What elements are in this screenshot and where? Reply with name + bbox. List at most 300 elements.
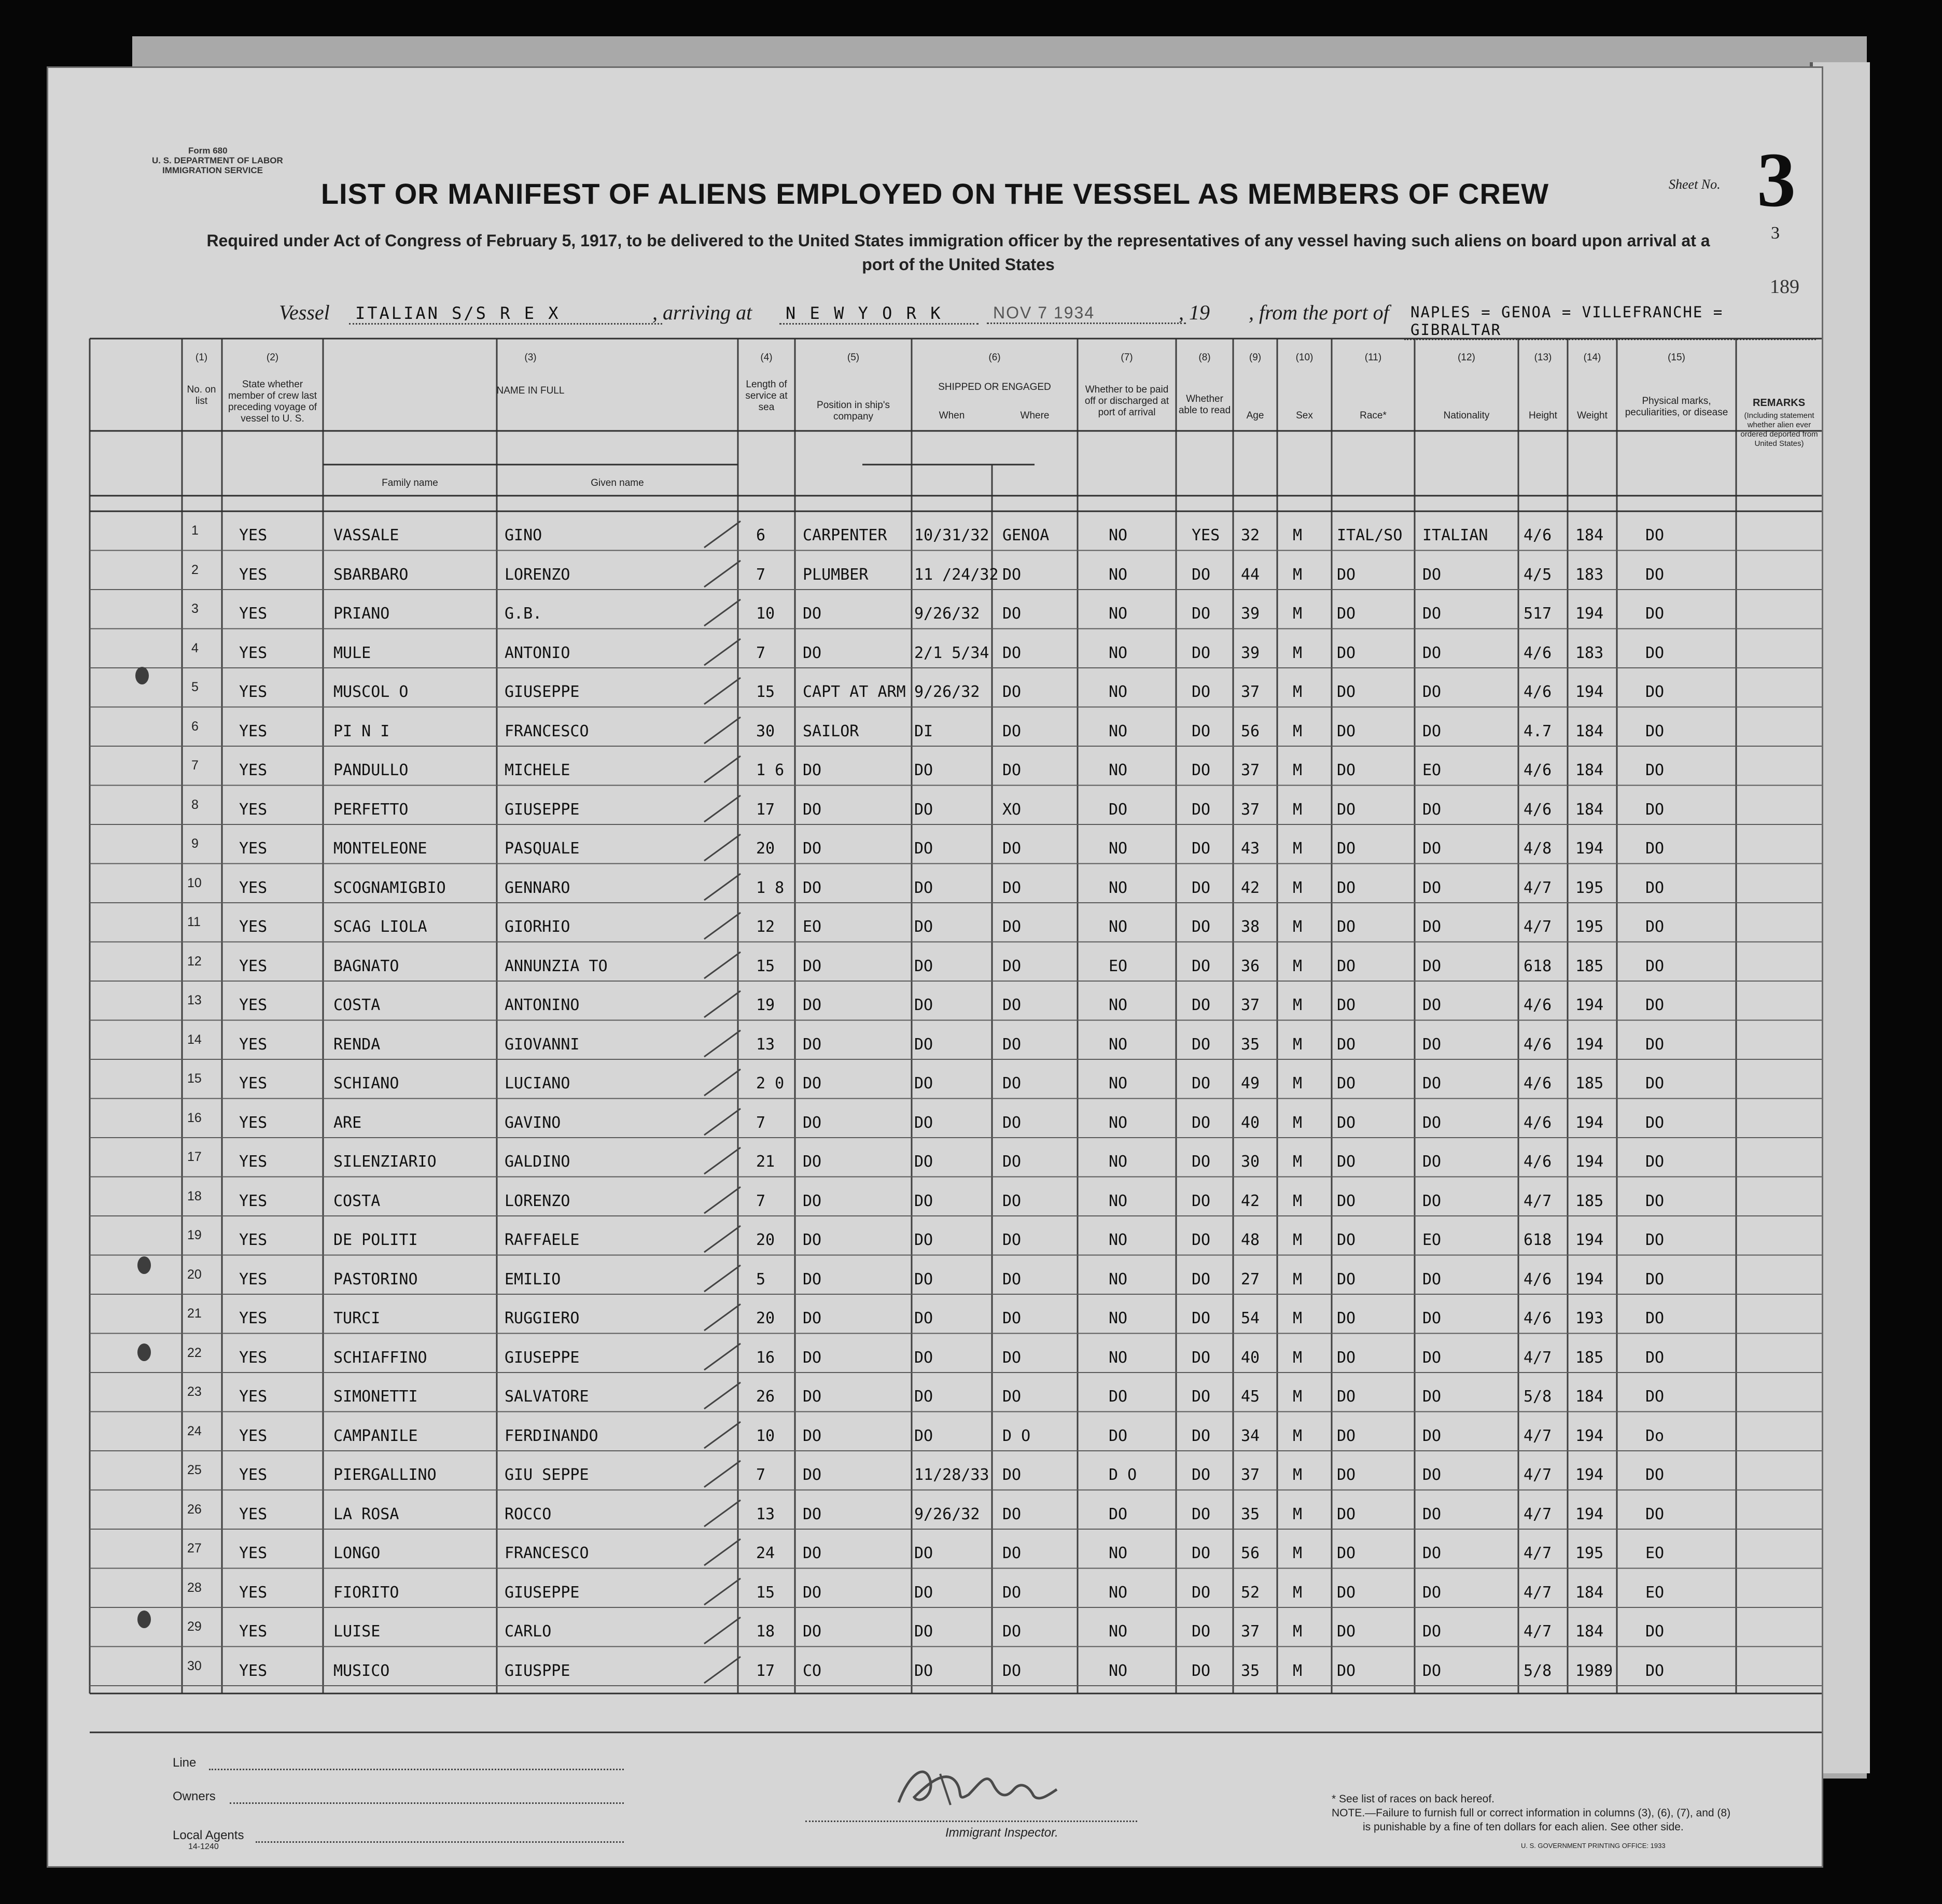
cell-sex: M — [1293, 1231, 1303, 1249]
cell-height: 4/7 — [1524, 1426, 1552, 1445]
cell-paid-off: NO — [1109, 1192, 1128, 1210]
cell-position: DO — [803, 1309, 822, 1327]
cell-position: DO — [803, 878, 822, 897]
cell-where: DO — [1002, 761, 1022, 779]
cell-when: DO — [914, 761, 933, 779]
cell-family: SILENZIARIO — [333, 1153, 437, 1171]
col4-header: Length of service at sea — [745, 379, 788, 413]
cell-read: DO — [1192, 1231, 1211, 1249]
cell-service: 15 — [756, 957, 775, 975]
cell-service: 7 — [756, 565, 766, 584]
cell-service: 26 — [756, 1388, 775, 1406]
cell-marks: DO — [1645, 996, 1665, 1014]
cell-weight: 194 — [1575, 1505, 1604, 1523]
cell-given: ANTONIO — [505, 643, 570, 662]
cell-height: 4/6 — [1524, 683, 1552, 701]
cell-voyage: YES — [239, 1583, 268, 1602]
cell-weight: 194 — [1575, 1035, 1604, 1054]
row-number: 18 — [187, 1188, 202, 1203]
cell-marks: DO — [1645, 1348, 1665, 1367]
cell-given: G.B. — [505, 605, 542, 623]
cell-marks: DO — [1645, 1270, 1665, 1289]
row-number: 22 — [187, 1345, 202, 1360]
cell-sex: M — [1293, 1388, 1303, 1406]
cell-family: RENDA — [333, 1035, 381, 1054]
cell-read: YES — [1192, 526, 1220, 544]
check-mark-icon — [699, 1537, 746, 1568]
cell-position: DO — [803, 1231, 822, 1249]
cell-voyage: YES — [239, 1309, 268, 1327]
cell-race: DO — [1337, 643, 1356, 662]
cell-weight: 184 — [1575, 761, 1604, 779]
cell-nationality: EO — [1422, 1231, 1442, 1249]
subtitle-line-1: Required under Act of Congress of February 5, 1917, to be delivered to the United States immigration officer by the representatives of any vessel having such aliens on board upon arrival at a — [206, 231, 1710, 250]
cell-paid-off: NO — [1109, 722, 1128, 740]
col13-header: Height — [1529, 410, 1557, 421]
cell-voyage: YES — [239, 1192, 268, 1210]
cell-paid-off: DO — [1109, 1505, 1128, 1523]
page-subtitle — [142, 229, 1775, 276]
cell-race: DO — [1337, 1505, 1356, 1523]
cell-sex: M — [1293, 1583, 1303, 1602]
cell-weight: 194 — [1575, 1113, 1604, 1132]
cell-when: DO — [914, 1544, 933, 1562]
cell-family: DE POLITI — [333, 1231, 418, 1249]
cell-weight: 194 — [1575, 1153, 1604, 1171]
row-number: 3 — [191, 601, 199, 616]
cell-service: 30 — [756, 722, 775, 740]
cell-weight: 1989 — [1575, 1661, 1613, 1680]
cell-paid-off: NO — [1109, 1113, 1128, 1132]
table-row — [48, 911, 1822, 950]
vessel-line — [48, 300, 1822, 337]
cell-position: DO — [803, 996, 822, 1014]
cell-nationality: DO — [1422, 800, 1442, 819]
cell-marks: DO — [1645, 800, 1665, 819]
cell-paid-off: NO — [1109, 1544, 1128, 1562]
cell-service: 10 — [756, 605, 775, 623]
cell-height: 4/7 — [1524, 1348, 1552, 1367]
cell-marks: DO — [1645, 1153, 1665, 1171]
cell-sex: M — [1293, 683, 1303, 701]
cell-sex: M — [1293, 643, 1303, 662]
cell-race: DO — [1337, 683, 1356, 701]
cell-where: DO — [1002, 957, 1022, 975]
cell-sex: M — [1293, 1074, 1303, 1093]
col8-number: (8) — [1198, 352, 1211, 363]
cell-paid-off: EO — [1109, 957, 1128, 975]
cell-paid-off: NO — [1109, 565, 1128, 584]
cell-paid-off: NO — [1109, 526, 1128, 544]
cell-sex: M — [1293, 722, 1303, 740]
cell-race: DO — [1337, 1348, 1356, 1367]
cell-race: DO — [1337, 918, 1356, 936]
cell-when: DI — [914, 722, 933, 740]
cell-age: 35 — [1241, 1035, 1260, 1054]
check-mark-icon — [699, 1380, 746, 1411]
cell-read: DO — [1192, 1388, 1211, 1406]
cell-race: DO — [1337, 800, 1356, 819]
cell-sex: M — [1293, 761, 1303, 779]
table-row — [48, 1224, 1822, 1263]
cell-sex: M — [1293, 1426, 1303, 1445]
cell-voyage: YES — [239, 1388, 268, 1406]
cell-race: DO — [1337, 1270, 1356, 1289]
col2-header: State whether member of crew last preceding voyage of vessel to U. S. — [228, 379, 317, 424]
cell-age: 49 — [1241, 1074, 1260, 1093]
cell-family: VASSALE — [333, 526, 399, 544]
cell-weight: 194 — [1575, 1426, 1604, 1445]
cell-voyage: YES — [239, 957, 268, 975]
cell-paid-off: NO — [1109, 996, 1128, 1014]
cell-family: PASTORINO — [333, 1270, 418, 1289]
cell-when: DO — [914, 918, 933, 936]
cell-position: DO — [803, 1466, 822, 1484]
service-name: IMMIGRATION SERVICE — [162, 165, 263, 175]
cell-weight: 184 — [1575, 722, 1604, 740]
cell-where: DO — [1002, 1661, 1022, 1680]
row-number: 19 — [187, 1228, 202, 1242]
row-number: 29 — [187, 1619, 202, 1634]
cell-height: 517 — [1524, 605, 1552, 623]
cell-voyage: YES — [239, 526, 268, 544]
cell-service: 18 — [756, 1622, 775, 1641]
cell-position: DO — [803, 1505, 822, 1523]
inspector-label: Immigrant Inspector. — [945, 1826, 1058, 1840]
line-field — [209, 1769, 624, 1770]
cell-marks: DO — [1645, 1231, 1665, 1249]
cell-height: 4/6 — [1524, 1035, 1552, 1054]
cell-where: DO — [1002, 918, 1022, 936]
cell-read: DO — [1192, 996, 1211, 1014]
cell-service: 20 — [756, 1231, 775, 1249]
cell-where: DO — [1002, 1035, 1022, 1054]
cell-nationality: DO — [1422, 878, 1442, 897]
row-number: 26 — [187, 1502, 202, 1517]
cell-voyage: YES — [239, 1505, 268, 1523]
cell-when: DO — [914, 1388, 933, 1406]
cell-service: 19 — [756, 996, 775, 1014]
cell-weight: 194 — [1575, 996, 1604, 1014]
cell-when: DO — [914, 1035, 933, 1054]
cell-given: FRANCESCO — [505, 1544, 589, 1562]
cell-service: 7 — [756, 1466, 766, 1484]
cell-when: DO — [914, 1270, 933, 1289]
cell-race: DO — [1337, 761, 1356, 779]
cell-marks: EO — [1645, 1544, 1665, 1562]
cell-height: 4/6 — [1524, 761, 1552, 779]
cell-when: DO — [914, 878, 933, 897]
row-number: 21 — [187, 1306, 202, 1321]
cell-marks: DO — [1645, 1622, 1665, 1641]
cell-nationality: DO — [1422, 957, 1442, 975]
cell-height: 4/6 — [1524, 1309, 1552, 1327]
cell-marks: DO — [1645, 1035, 1665, 1054]
cell-marks: DO — [1645, 643, 1665, 662]
col4-number: (4) — [760, 352, 773, 363]
cell-voyage: YES — [239, 1035, 268, 1054]
cell-race: DO — [1337, 1231, 1356, 1249]
check-mark-icon — [699, 519, 746, 550]
cell-read: DO — [1192, 643, 1211, 662]
cell-sex: M — [1293, 1661, 1303, 1680]
row-number: 1 — [191, 523, 199, 538]
cell-height: 4/7 — [1524, 918, 1552, 936]
cell-position: DO — [803, 1270, 822, 1289]
cell-marks: DO — [1645, 839, 1665, 858]
cell-height: 618 — [1524, 1231, 1552, 1249]
cell-service: 1 8 — [756, 878, 785, 897]
cell-read: DO — [1192, 1270, 1211, 1289]
cell-given: GIUSEPPE — [505, 683, 580, 701]
owners-label: Owners — [173, 1789, 216, 1803]
cell-sex: M — [1293, 1113, 1303, 1132]
cell-weight: 195 — [1575, 878, 1604, 897]
cell-read: DO — [1192, 683, 1211, 701]
cell-nationality: DO — [1422, 1622, 1442, 1641]
cell-voyage: YES — [239, 918, 268, 936]
row-number: 6 — [191, 719, 199, 734]
cell-paid-off: NO — [1109, 839, 1128, 858]
cell-service: 15 — [756, 683, 775, 701]
col6-number: (6) — [988, 352, 1001, 363]
cell-height: 4/6 — [1524, 643, 1552, 662]
cell-read: DO — [1192, 722, 1211, 740]
cell-age: 37 — [1241, 1622, 1260, 1641]
cell-race: DO — [1337, 1622, 1356, 1641]
row-number: 13 — [187, 993, 202, 1007]
check-mark-icon — [699, 1459, 746, 1490]
cell-position: DO — [803, 1388, 822, 1406]
col11-number: (11) — [1364, 352, 1382, 363]
cell-family: PIERGALLINO — [333, 1466, 437, 1484]
cell-race: DO — [1337, 1074, 1356, 1093]
cell-family: CAMPANILE — [333, 1426, 418, 1445]
cell-voyage: YES — [239, 800, 268, 819]
col12-number: (12) — [1458, 352, 1475, 363]
col3-number: (3) — [524, 352, 537, 363]
cell-weight: 194 — [1575, 1466, 1604, 1484]
table-row — [48, 1341, 1822, 1381]
cell-service: 20 — [756, 1309, 775, 1327]
cell-sex: M — [1293, 565, 1303, 584]
cell-sex: M — [1293, 800, 1303, 819]
cell-marks: DO — [1645, 526, 1665, 544]
cell-where: DO — [1002, 643, 1022, 662]
cell-service: 21 — [756, 1153, 775, 1171]
cell-service: 17 — [756, 1661, 775, 1680]
check-mark-icon — [699, 676, 746, 707]
sheet-number: 3 — [1757, 137, 1796, 223]
cell-service: 20 — [756, 839, 775, 858]
cell-sex: M — [1293, 957, 1303, 975]
cell-nationality: DO — [1422, 918, 1442, 936]
col8-header: Whether able to read — [1178, 394, 1231, 416]
cell-family: MONTELEONE — [333, 839, 427, 858]
cell-paid-off: NO — [1109, 1231, 1128, 1249]
cell-age: 37 — [1241, 1466, 1260, 1484]
cell-nationality: DO — [1422, 839, 1442, 858]
cell-marks: DO — [1645, 605, 1665, 623]
cell-sex: M — [1293, 605, 1303, 623]
cell-paid-off: NO — [1109, 1153, 1128, 1171]
cell-voyage: YES — [239, 1113, 268, 1132]
table-row — [48, 1185, 1822, 1224]
table-row — [48, 1107, 1822, 1146]
cell-read: DO — [1192, 1309, 1211, 1327]
cell-height: 618 — [1524, 957, 1552, 975]
cell-paid-off: NO — [1109, 1035, 1128, 1054]
cell-where: DO — [1002, 996, 1022, 1014]
department-name: U. S. DEPARTMENT OF LABOR — [152, 156, 283, 165]
cell-age: 43 — [1241, 839, 1260, 858]
table-row — [48, 1145, 1822, 1185]
cell-height: 4/7 — [1524, 1505, 1552, 1523]
check-mark-icon — [699, 1028, 746, 1059]
cell-age: 35 — [1241, 1505, 1260, 1523]
cell-position: DO — [803, 957, 822, 975]
cell-marks: DO — [1645, 683, 1665, 701]
table-row — [48, 1615, 1822, 1655]
cell-family: LONGO — [333, 1544, 381, 1562]
cell-age: 40 — [1241, 1348, 1260, 1367]
cell-height: 4/6 — [1524, 1153, 1552, 1171]
cell-service: 5 — [756, 1270, 766, 1289]
col6-header: SHIPPED OR ENGAGED — [938, 382, 1051, 393]
cell-height: 4/5 — [1524, 565, 1552, 584]
cell-nationality: DO — [1422, 683, 1442, 701]
cell-where: DO — [1002, 1113, 1022, 1132]
cell-when: DO — [914, 1074, 933, 1093]
cell-age: 42 — [1241, 1192, 1260, 1210]
check-mark-icon — [699, 1263, 746, 1294]
cell-age: 30 — [1241, 1153, 1260, 1171]
cell-where: DO — [1002, 1074, 1022, 1093]
cell-race: DO — [1337, 1544, 1356, 1562]
cell-voyage: YES — [239, 1074, 268, 1093]
cell-height: 4/6 — [1524, 996, 1552, 1014]
cell-family: PRIANO — [333, 605, 390, 623]
subtitle-line-2: port of the United States — [862, 255, 1055, 274]
cell-weight: 194 — [1575, 605, 1604, 623]
cell-marks: DO — [1645, 1309, 1665, 1327]
cell-where: DO — [1002, 1192, 1022, 1210]
row-number: 10 — [187, 875, 202, 890]
cell-service: 16 — [756, 1348, 775, 1367]
cell-family: SCHIANO — [333, 1074, 399, 1093]
cell-weight: 185 — [1575, 1192, 1604, 1210]
row-number: 17 — [187, 1150, 202, 1164]
cell-read: DO — [1192, 1348, 1211, 1367]
cell-when: DO — [914, 1348, 933, 1367]
cell-voyage: YES — [239, 722, 268, 740]
cell-position: DO — [803, 605, 822, 623]
cell-voyage: YES — [239, 1622, 268, 1641]
cell-family: LUISE — [333, 1622, 381, 1641]
cell-weight: 184 — [1575, 1622, 1604, 1641]
check-mark-icon — [699, 1107, 746, 1138]
table-row — [48, 1420, 1822, 1459]
table-row — [48, 597, 1822, 637]
cell-given: PASQUALE — [505, 839, 580, 858]
col14-header: Weight — [1577, 410, 1608, 421]
cell-marks: DO — [1645, 565, 1665, 584]
row-number: 2 — [191, 562, 199, 577]
cell-nationality: DO — [1422, 1113, 1442, 1132]
cell-position: PLUMBER — [803, 565, 869, 584]
cell-sex: M — [1293, 1035, 1303, 1054]
cell-where: DO — [1002, 1505, 1022, 1523]
cell-paid-off: NO — [1109, 1661, 1128, 1680]
cell-when: DO — [914, 1661, 933, 1680]
row-number: 5 — [191, 680, 199, 694]
table-row — [48, 1537, 1822, 1576]
cell-position: DO — [803, 1192, 822, 1210]
cell-read: DO — [1192, 565, 1211, 584]
cell-service: 17 — [756, 800, 775, 819]
cell-when: 11 /24/32 — [914, 565, 999, 584]
cell-voyage: YES — [239, 1348, 268, 1367]
row-number: 15 — [187, 1071, 202, 1086]
cell-when: 9/26/32 — [914, 605, 980, 623]
cell-read: DO — [1192, 1661, 1211, 1680]
cell-weight: 183 — [1575, 643, 1604, 662]
cell-position: DO — [803, 1622, 822, 1641]
cell-voyage: YES — [239, 1466, 268, 1484]
cell-height: 4/7 — [1524, 1466, 1552, 1484]
check-mark-icon — [699, 911, 746, 942]
year-label: , 19 — [1179, 301, 1210, 324]
cell-weight: 194 — [1575, 839, 1604, 858]
cell-service: 24 — [756, 1544, 775, 1562]
check-mark-icon — [699, 1302, 746, 1333]
cell-paid-off: NO — [1109, 1622, 1128, 1641]
cell-when: DO — [914, 1113, 933, 1132]
penalty-note-2: is punishable by a fine of ten dollars for each alien. See other side. — [1363, 1821, 1684, 1833]
cell-marks: Do — [1645, 1426, 1665, 1445]
cell-voyage: YES — [239, 878, 268, 897]
cell-given: GIUSEPPE — [505, 1348, 580, 1367]
row-number: 24 — [187, 1423, 202, 1438]
cell-sex: M — [1293, 1192, 1303, 1210]
cell-given: MICHELE — [505, 761, 570, 779]
check-mark-icon — [699, 558, 746, 590]
cell-where: DO — [1002, 683, 1022, 701]
cell-sex: M — [1293, 1270, 1303, 1289]
agents-form-code: 14-1240 — [188, 1842, 219, 1851]
col11-header: Race* — [1360, 410, 1387, 421]
cell-paid-off: NO — [1109, 1348, 1128, 1367]
row-number: 25 — [187, 1463, 202, 1477]
col6-when-header: When — [939, 410, 965, 421]
cell-read: DO — [1192, 1466, 1211, 1484]
cell-weight: 185 — [1575, 957, 1604, 975]
cell-nationality: DO — [1422, 1074, 1442, 1093]
cell-nationality: DO — [1422, 1348, 1442, 1367]
cell-family: MULE — [333, 643, 371, 662]
cell-family: ARE — [333, 1113, 362, 1132]
cell-when: DO — [914, 1583, 933, 1602]
cell-position: DO — [803, 1544, 822, 1562]
cell-age: 54 — [1241, 1309, 1260, 1327]
check-mark-icon — [699, 989, 746, 1020]
page-title: LIST OR MANIFEST OF ALIENS EMPLOYED ON THE VESSEL AS MEMBERS OF CREW — [320, 177, 1549, 210]
cell-height: 4.7 — [1524, 722, 1552, 740]
cell-voyage: YES — [239, 761, 268, 779]
cell-height: 5/8 — [1524, 1388, 1552, 1406]
cell-paid-off: DO — [1109, 1426, 1128, 1445]
cell-race: DO — [1337, 878, 1356, 897]
